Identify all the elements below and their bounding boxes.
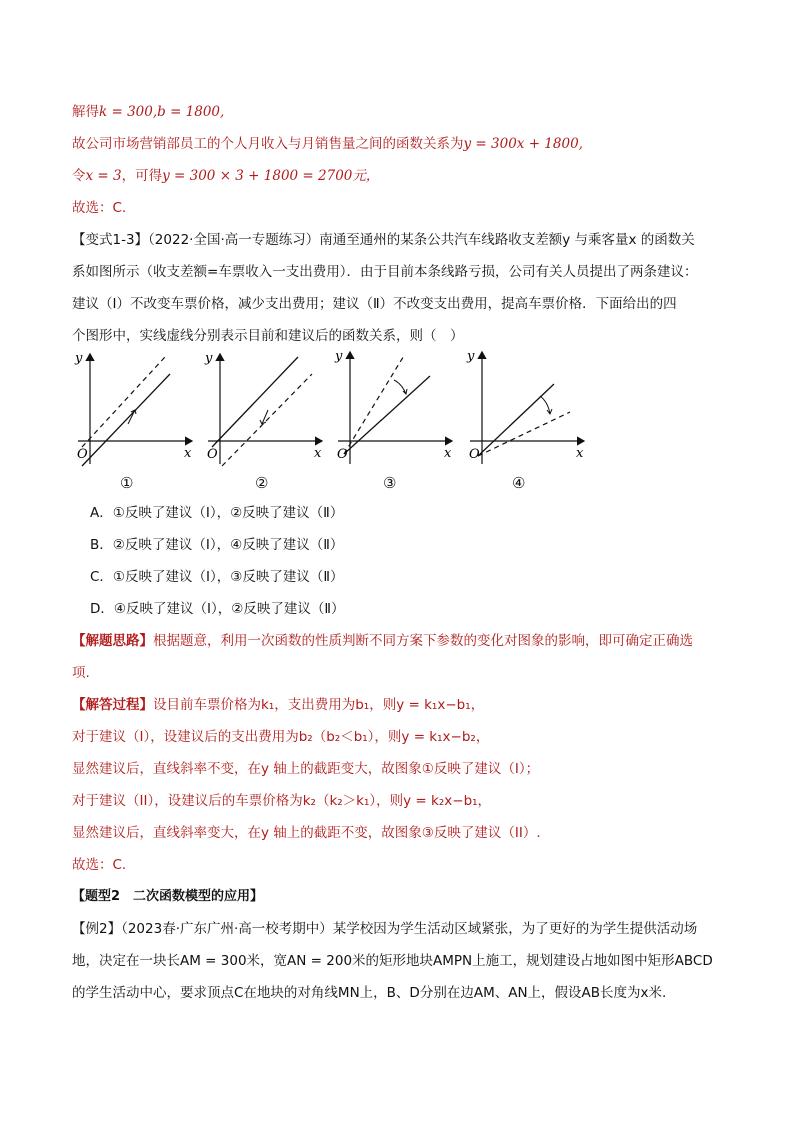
solution-process-4: 对于建议（II），设建议后的车票价格为k₂（k₂＞k₁），则y = k₂x−b₁， xyxy=(72,793,492,809)
solution-idea-tag: 【解题思路】 xyxy=(72,633,153,649)
figure-label-2: ② xyxy=(255,474,269,492)
section-title: 【题型2 二次函数模型的应用】 xyxy=(72,889,264,904)
graph-figure-2 xyxy=(200,344,330,469)
solution-process-5: 显然建议后，直线斜率变大，在y 轴上的截距不变，故图象③反映了建议（II）. xyxy=(72,825,541,841)
option-c[interactable]: C．①反映了建议（Ⅰ），③反映了建议（Ⅱ） xyxy=(90,569,344,585)
example-line-3: 的学生活动中心，要求顶点C在地块的对角线MN上，B、D分别在边AM、AN上，假设AB长度为x米. xyxy=(72,985,667,1001)
origin-label: O xyxy=(77,447,88,462)
solution-process-2: 对于建议（I），设建议后的支出费用为b₂（b₂＜b₁），则y = k₁x−b₂， xyxy=(72,729,490,745)
y-axis-label: y xyxy=(75,351,83,366)
origin-label: O xyxy=(337,447,348,462)
graph-figure-1 xyxy=(70,344,200,469)
graph-figure-4 xyxy=(462,344,592,469)
y-axis-label: y xyxy=(205,351,213,366)
solution-idea: 【解题思路】根据题意，利用一次函数的性质判断不同方案下参数的变化对图象的影响，即可确定正确选 xyxy=(72,633,693,649)
solution-process-1: 【解答过程】设目前车票价格为k₁，支出费用为b₁，则y = k₁x−b₁， xyxy=(72,697,485,713)
x-axis-label: x xyxy=(576,446,584,461)
figure-label-4: ④ xyxy=(512,474,526,492)
solution-line-3: 令x = 3，可得y = 300 × 3 + 1800 = 2700元， xyxy=(72,168,380,184)
solution-process-3: 显然建议后，直线斜率不变，在y 轴上的截距变大，故图象①反映了建议（I）； xyxy=(72,761,540,777)
question-line-1: 【变式1-3】（2022·全国·高一专题练习）南通至通州的某条公共汽车线路收支差额y 与乘客量x 的函数关 xyxy=(72,232,695,248)
solution-process-tag: 【解答过程】 xyxy=(72,697,153,713)
origin-label: O xyxy=(469,447,480,462)
solution-line-2: 故公司市场营销部员工的个人月收入与月销售量之间的函数关系为y = 300x + 1800, xyxy=(72,136,583,152)
solution-line-1: 解得k = 300,b = 1800, xyxy=(72,104,225,120)
example-line-2: 地，决定在一块长AM = 300米，宽AN = 200米的矩形地块AMPN上施工，规划建设占地如图中矩形ABCD xyxy=(72,953,713,969)
graph-figure-3 xyxy=(330,344,460,469)
solution-idea-cont: 项. xyxy=(72,665,90,681)
example-line-1: 【例2】（2023春·广东广州·高一校考期中）某学校因为学生活动区域紧张，为了更好的为学生提供活动场 xyxy=(72,921,698,937)
figure-label-3: ③ xyxy=(383,474,397,492)
option-b[interactable]: B．②反映了建议（Ⅰ），④反映了建议（Ⅱ） xyxy=(90,537,344,553)
y-axis-label: y xyxy=(467,349,475,364)
solution-process-6: 故选：C. xyxy=(72,857,127,873)
option-d[interactable]: D．④反映了建议（Ⅰ），②反映了建议（Ⅱ） xyxy=(90,601,345,617)
origin-label: O xyxy=(207,447,218,462)
solution-line-4: 故选：C. xyxy=(72,200,127,216)
x-axis-label: x xyxy=(444,446,452,461)
x-axis-label: x xyxy=(184,446,192,461)
question-line-2: 系如图所示（收支差额=车票收入一支出费用）．由于目前本条线路亏损，公司有关人员提出了两条建议： xyxy=(72,264,698,280)
x-axis-label: x xyxy=(314,446,322,461)
figure-label-1: ① xyxy=(120,474,134,492)
option-a[interactable]: A．①反映了建议（Ⅰ），②反映了建议（Ⅱ） xyxy=(90,505,344,521)
question-line-4: 个图形中，实线虚线分别表示目前和建议后的函数关系，则（ ） xyxy=(72,328,464,344)
y-axis-label: y xyxy=(335,349,343,364)
question-line-3: 建议（Ⅰ）不改变车票价格，减少支出费用；建议（Ⅱ）不改变支出费用，提高车票价格．下面给出的四 xyxy=(72,296,677,312)
